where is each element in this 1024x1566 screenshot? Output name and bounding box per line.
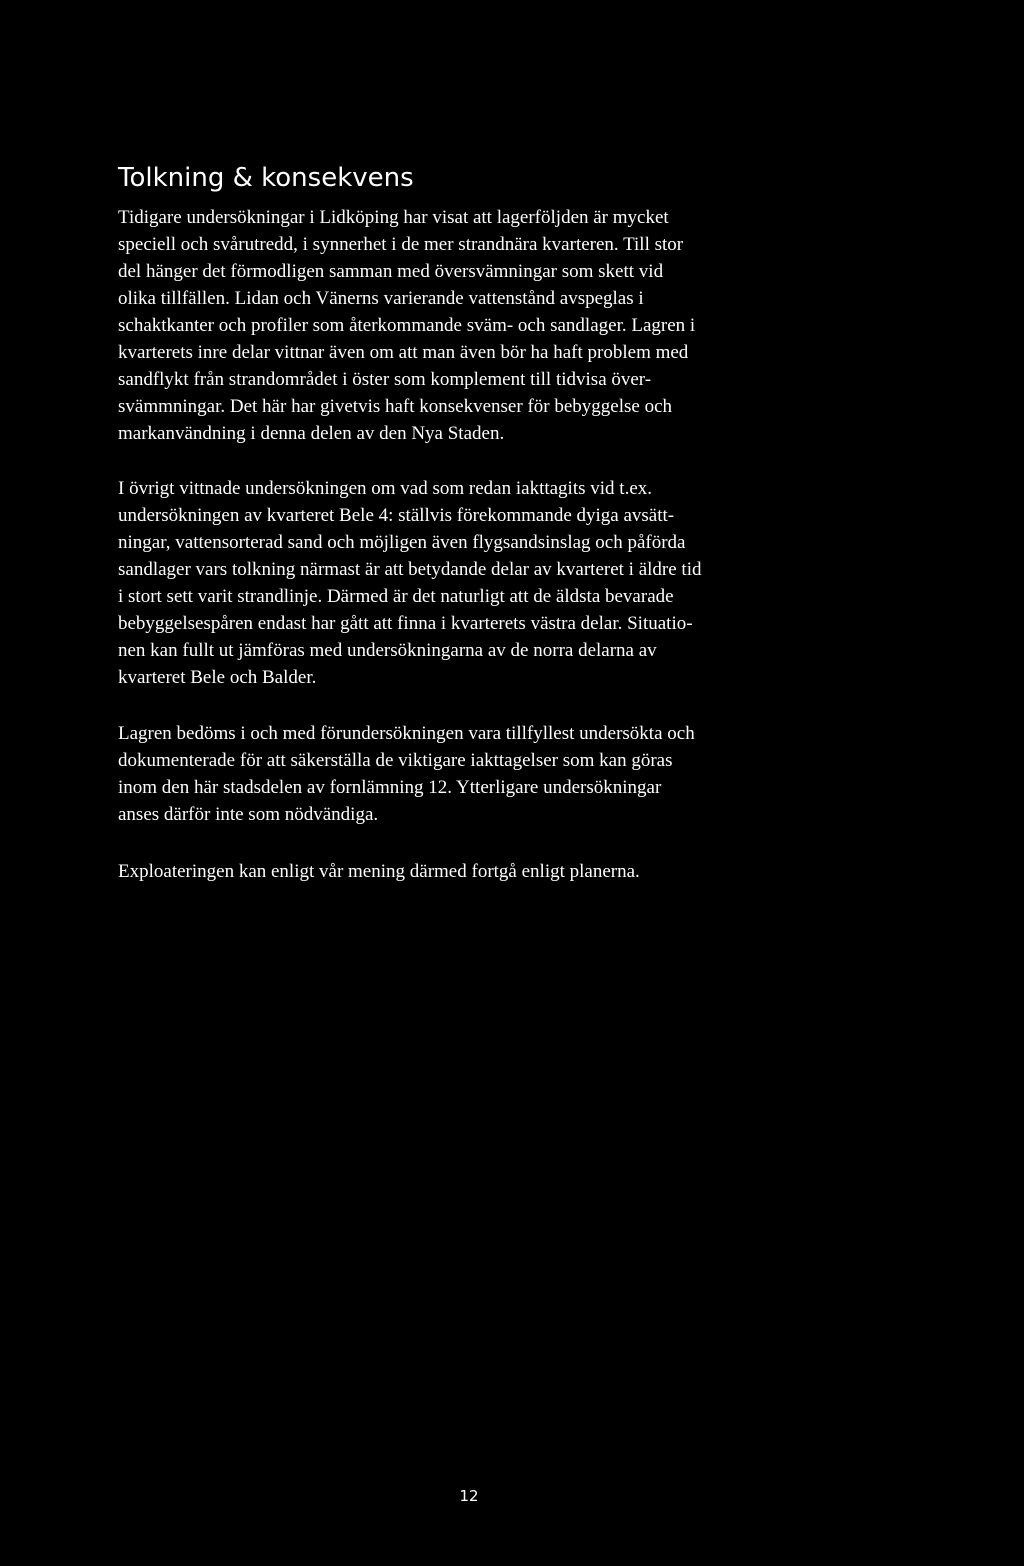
paragraph-line: speciell och svårutredd, i synnerhet i de mer strandnära kvarteren. Till stor (118, 234, 684, 255)
page-number: 12 (459, 1487, 479, 1505)
paragraph-line: i stort sett varit strandlinje. Därmed är det naturligt att de äldsta bevarade (118, 586, 674, 607)
paragraph-line: undersökningen av kvarteret Bele 4: ställvis förekommande dyiga avsätt- (118, 505, 675, 526)
paragraph-2 (118, 475, 702, 691)
paragraph-line: kvarteret Bele och Balder. (118, 667, 317, 688)
paragraph-line: sandlager vars tolkning närmast är att betydande delar av kvarteret i äldre tid (118, 559, 702, 580)
paragraph-line: svämmningar. Det här har givetvis haft konsekvenser för bebyggelse och (118, 396, 673, 417)
paragraph-line: schaktkanter och profiler som återkommande sväm- och sandlager. Lagren i (118, 315, 696, 336)
paragraph-line: inom den här stadsdelen av fornlämning 12. Ytterligare undersökningar (118, 777, 662, 798)
paragraph-3 (118, 720, 695, 828)
paragraph-line: nen kan fullt ut jämföras med undersökningarna av de norra delarna av (118, 640, 657, 661)
paragraph-1 (118, 204, 695, 447)
paragraph-line: dokumenterade för att säkerställa de viktigare iakttagelser som kan göras (118, 750, 673, 771)
paragraph-line: Lagren bedöms i och med förundersökningen vara tillfyllest undersökta och (118, 723, 695, 744)
paragraph-4 (118, 858, 640, 885)
paragraph-line: sandflykt från strandområdet i öster som komplement till tidvisa över- (118, 369, 652, 390)
paragraph-line: olika tillfällen. Lidan och Vänerns varierande vattenstånd avspeglas i (118, 288, 644, 309)
paragraph-line: kvarterets inre delar vittnar även om att man även bör ha haft problem med (118, 342, 689, 363)
paragraph-line: bebyggelsespåren endast har gått att finna i kvarterets västra delar. Situatio- (118, 613, 693, 634)
paragraph-line: markanvändning i denna delen av den Nya Staden. (118, 423, 505, 444)
paragraph-line: del hänger det förmodligen samman med översvämningar som skett vid (118, 261, 664, 282)
paragraph-line: ningar, vattensorterad sand och möjligen även flygsandsinslag och påförda (118, 532, 686, 553)
section-heading: Tolkning & konsekvens (118, 163, 414, 193)
paragraph-line: Exploateringen kan enligt vår mening därmed fortgå enligt planerna. (118, 861, 640, 882)
paragraph-line: Tidigare undersökningar i Lidköping har visat att lagerföljden är mycket (118, 207, 669, 228)
paragraph-line: anses därför inte som nödvändiga. (118, 804, 379, 825)
paragraph-line: I övrigt vittnade undersökningen om vad som redan iakttagits vid t.ex. (118, 478, 653, 499)
